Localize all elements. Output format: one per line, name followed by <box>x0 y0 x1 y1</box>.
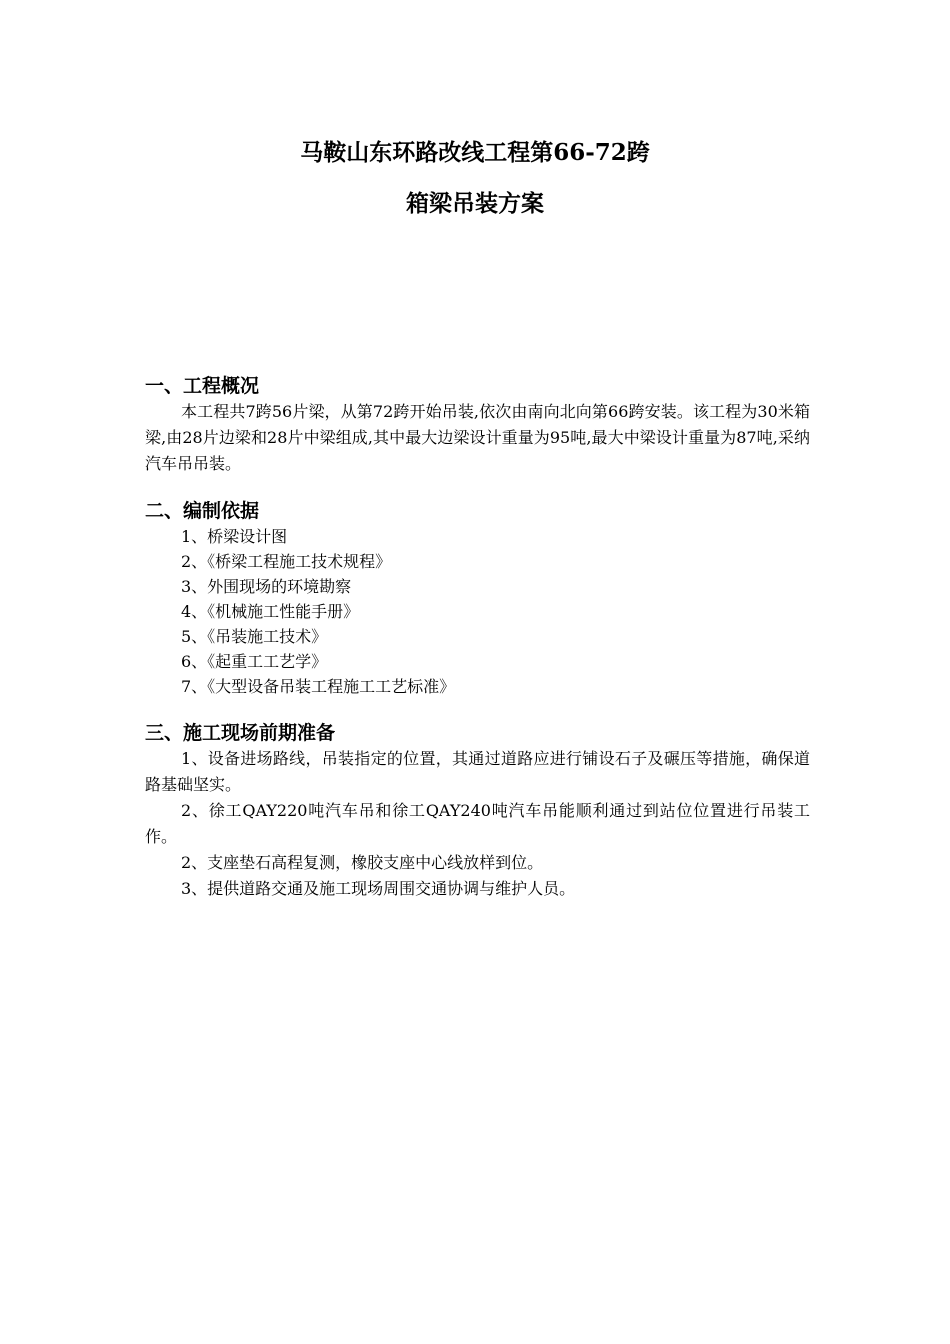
list-item: 3、外围现场的环境勘察 <box>181 577 352 596</box>
list-item: 4、《机械施工性能手册》 <box>181 602 360 621</box>
section-site-preparation <box>145 720 810 902</box>
list-item: 2、《桥梁工程施工技术规程》 <box>181 552 392 571</box>
list-item: 5、《吊装施工技术》 <box>181 627 328 646</box>
preparation-paragraph: 1、设备进场路线，吊装指定的位置，其通过道路应进行铺设石子及碾压等措施，确保道路基础坚实。 <box>145 749 810 794</box>
preparation-paragraph: 2、支座垫石高程复测，橡胶支座中心线放样到位。 <box>181 853 544 872</box>
overview-paragraph: 本工程共7跨56片梁，从第72跨开始吊装,依次由南向北向第66跨安装。该工程为30米箱梁,由28片边梁和28片中梁组成,其中最大边梁设计重量为95吨,最大中梁设计重量为87吨,采纳汽车吊吊装。 <box>145 402 810 473</box>
section-project-overview <box>145 373 810 477</box>
list-item: 6、《起重工工艺学》 <box>181 652 328 671</box>
preparation-paragraph: 2、徐工QAY220吨汽车吊和徐工QAY240吨汽车吊能顺利通过到站位位置进行吊装工作。 <box>145 801 810 846</box>
section-compilation-basis <box>145 498 810 699</box>
document-title-line2: 箱梁吊装方案 <box>406 190 544 217</box>
document-title-line1: 马鞍山东环路改线工程第66-72跨 <box>300 139 650 166</box>
basis-list <box>145 524 810 699</box>
section-heading: 三、施工现场前期准备 <box>145 722 336 744</box>
preparation-paragraph: 3、提供道路交通及施工现场周围交通协调与维护人员。 <box>181 879 576 898</box>
section-heading: 二、编制依据 <box>145 500 260 522</box>
list-item: 7、《大型设备吊装工程施工工艺标准》 <box>181 677 456 696</box>
list-item: 1、桥梁设计图 <box>181 527 288 546</box>
section-heading: 一、工程概况 <box>145 375 260 397</box>
